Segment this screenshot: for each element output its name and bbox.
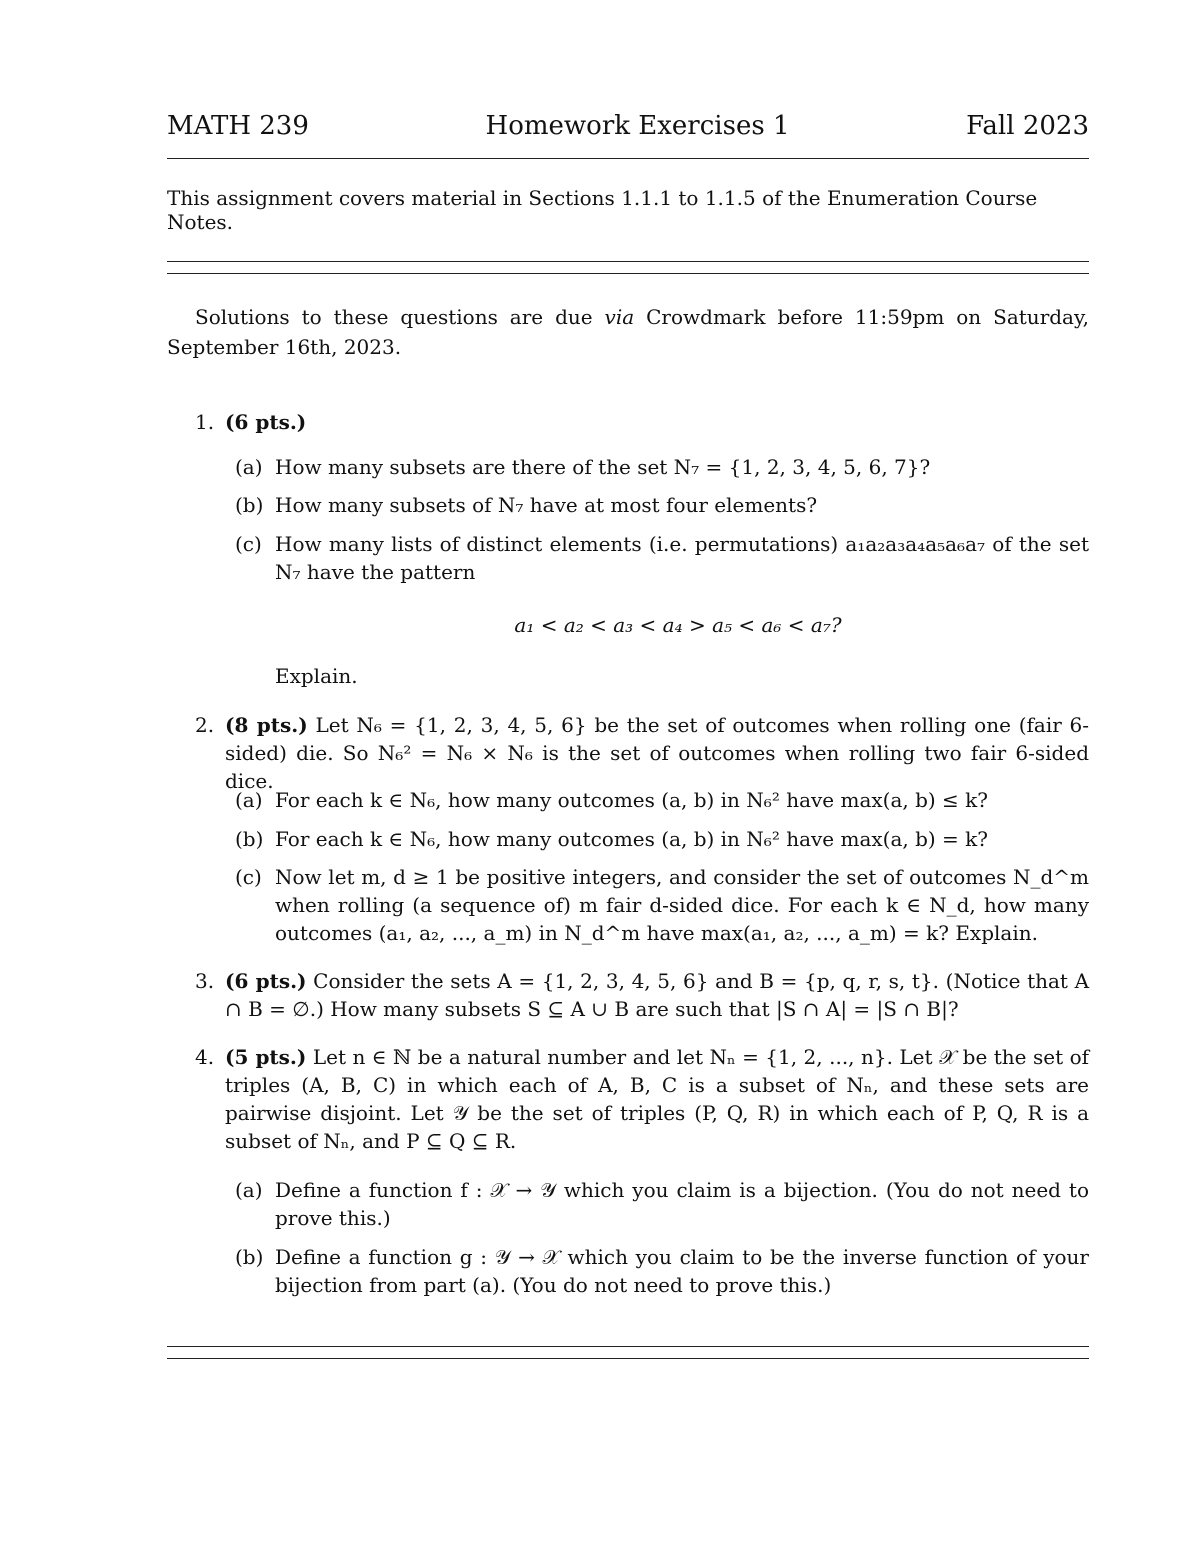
question-number: 1. (195, 410, 215, 434)
question-number: 2. (195, 713, 215, 737)
points: (5 pts.) (225, 1045, 307, 1069)
question-1c (235, 530, 1089, 586)
part-label: (b) (235, 827, 264, 851)
due-post: Crowdmark before 11:59pm on Saturday, September 16th, 2023. (167, 305, 1089, 359)
question-2c (235, 863, 1089, 947)
question-4a (235, 1176, 1089, 1232)
part-label: (c) (235, 532, 262, 556)
page-header (167, 108, 1089, 144)
part-text: Now let m, d ≥ 1 be positive integers, and consider the set of outcomes N_d^m when rolling (a sequence of) m fair d-sided dice. For each k ∈ N_d, how many outcomes (a₁, a₂, ..., a_m) in N_d^m have max(a₁, a₂, ..., a_m) = k? Explain. (275, 865, 1089, 945)
question-4 (195, 1043, 1089, 1155)
question-3 (195, 967, 1089, 1023)
intro-text: This assignment covers material in Sections 1.1.1 to 1.1.5 of the Enumeration Course Notes. (167, 186, 1038, 234)
question-2 (195, 711, 1089, 795)
pattern-display: a₁ < a₂ < a₃ < a₄ > a₅ < a₆ < a₇? (514, 613, 842, 637)
course-code: MATH 239 (167, 111, 309, 141)
due-pre: Solutions to these questions are due (195, 305, 605, 329)
points: (6 pts.) (225, 969, 307, 993)
question-text: Let n ∈ ℕ be a natural number and let Nₙ = {1, 2, ..., n}. Let 𝒳 be the set of triples (A, B, C) in which each of A, B, C is a subset of Nₙ, and these sets are pairwise disjoint. Let 𝒴 be the set of triples (P, Q, R) in which each of P, Q, R is a subset of Nₙ, and P ⊆ Q ⊆ R. (225, 1045, 1090, 1153)
question-1a (235, 453, 1089, 481)
question-number: 4. (195, 1045, 215, 1069)
divider-top-1 (167, 261, 1089, 262)
part-label: (a) (235, 1178, 263, 1202)
due-via: via (604, 305, 635, 329)
divider-top-2 (167, 273, 1089, 274)
divider-bottom-1 (167, 1346, 1089, 1347)
part-text: How many lists of distinct elements (i.e. permutations) a₁a₂a₃a₄a₅a₆a₇ of the set N₇ have the pattern (275, 532, 1089, 584)
question-number: 3. (195, 969, 215, 993)
part-text: How many subsets are there of the set N₇ = {1, 2, 3, 4, 5, 6, 7}? (275, 455, 931, 479)
term: Fall 2023 (966, 111, 1089, 141)
points: (8 pts.) (225, 713, 308, 737)
part-label: (b) (235, 1245, 264, 1269)
question-1b (235, 491, 1089, 519)
part-label: (a) (235, 788, 263, 812)
part-label: (b) (235, 493, 264, 517)
due-notice (167, 302, 1089, 362)
question-text: Let N₆ = {1, 2, 3, 4, 5, 6} be the set of outcomes when rolling one (fair 6-sided) die. So N₆² = N₆ × N₆ is the set of outcomes when rolling two fair 6-sided dice. (225, 713, 1090, 793)
part-text: For each k ∈ N₆, how many outcomes (a, b) in N₆² have max(a, b) = k? (275, 827, 989, 851)
part-label: (c) (235, 865, 262, 889)
question-2a (235, 786, 1089, 814)
part-text: For each k ∈ N₆, how many outcomes (a, b) in N₆² have max(a, b) ≤ k? (275, 788, 989, 812)
explain-text: Explain. (275, 664, 358, 688)
question-2b (235, 825, 1089, 853)
part-text: Define a function g : 𝒴 → 𝒳 which you claim to be the inverse function of your bijection from part (a). (You do not need to prove this.) (275, 1245, 1089, 1297)
part-label: (a) (235, 455, 263, 479)
divider-bottom-2 (167, 1358, 1089, 1359)
assignment-title: Homework Exercises 1 (485, 111, 790, 141)
question-1 (195, 408, 1089, 436)
header-rule (167, 158, 1089, 159)
points: (6 pts.) (225, 410, 307, 434)
part-text: How many subsets of N₇ have at most four elements? (275, 493, 818, 517)
question-text: Consider the sets A = {1, 2, 3, 4, 5, 6} and B = {p, q, r, s, t}. (Notice that A ∩ B = ∅.) How many subsets S ⊆ A ∪ B are such that |S ∩ A| = |S ∩ B|? (225, 969, 1090, 1021)
question-4b (235, 1243, 1089, 1299)
part-text: Define a function f : 𝒳 → 𝒴 which you claim is a bijection. (You do not need to prove this.) (275, 1178, 1089, 1230)
